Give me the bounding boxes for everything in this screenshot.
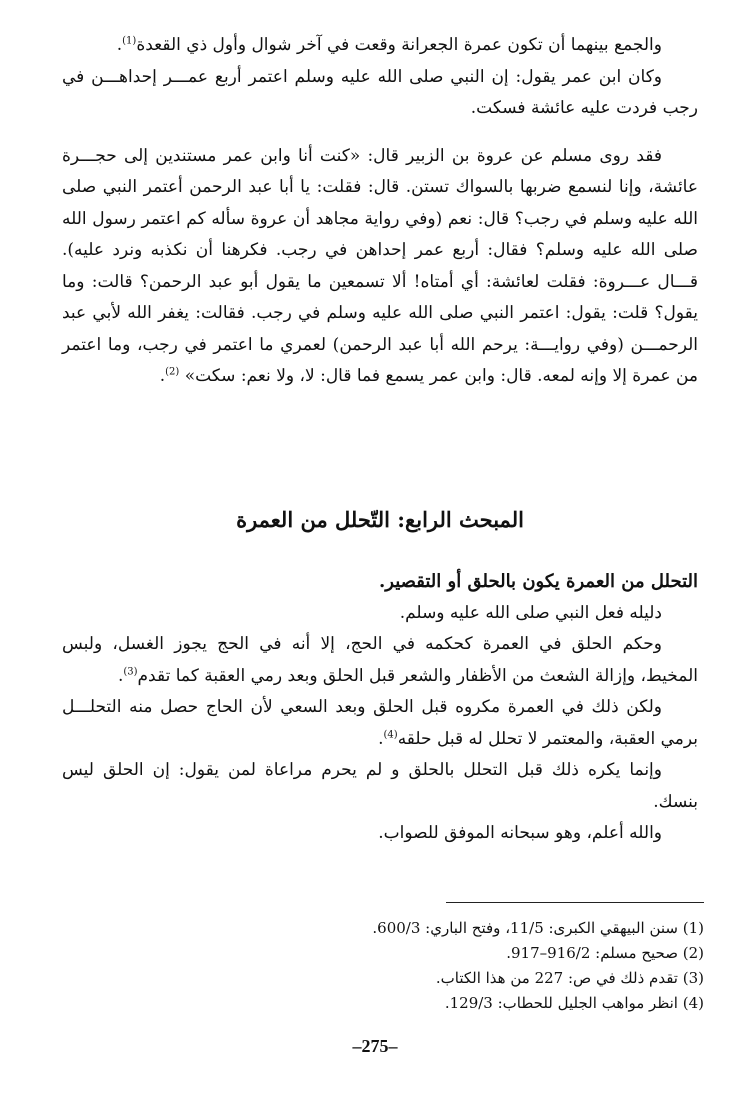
footnote-divider xyxy=(446,902,704,903)
footnote-ref-3[interactable]: (3) xyxy=(123,665,138,677)
section-subheading: التحلل من العمرة يكون بالحلق أو التقصير. xyxy=(379,571,698,592)
paragraph-ibn-umar: وكان ابن عمر يقول: إن النبي صلى الله عليه وسلم اعتمر أربع عمـــر إحداهـــن في رجب فردت عليه عائشة فسكت. xyxy=(62,66,698,118)
paragraph-ruling xyxy=(62,629,698,692)
punctuation: . xyxy=(117,665,124,686)
footnote-ref-2[interactable]: (2) xyxy=(165,366,180,378)
paragraph-text: ولكن ذلك في العمرة مكروه قبل الحلق وبعد السعي لأن الحاج حصل منه التحلـــل برمي العقبة، والمعتمر لا تحلل له قبل حلقه xyxy=(62,697,698,749)
footnote-ref-4[interactable]: (4) xyxy=(383,728,398,740)
paragraph-reason: وإنما يكره ذلك قبل التحلل بالحلق و لم يحرم مراعاة لمن يقول: إن الحلق ليس بنسك. xyxy=(62,760,698,812)
opening-text-block xyxy=(62,30,698,393)
paragraph-closing: والله أعلم، وهو سبحانه الموفق للصواب. xyxy=(378,823,662,843)
footnote-item: (2) صحيح مسلم: 916/2–917. xyxy=(506,944,704,962)
footnote-item: (4) انظر مواهب الجليل للحطاب: 129/3. xyxy=(444,994,704,1012)
footnote-item: (3) تقدم ذلك في ص: 227 من هذا الكتاب. xyxy=(435,969,704,987)
paragraph-reconciliation xyxy=(62,30,698,62)
section-heading: المبحث الرابع: التّحلل من العمرة xyxy=(236,507,524,532)
footnotes xyxy=(62,916,704,1016)
paragraph-muslim-narration xyxy=(62,141,698,393)
punctuation: . xyxy=(116,35,123,55)
paragraph-disliked xyxy=(62,692,698,755)
paragraph-text: والجمع بينهما أن تكون عمرة الجعرانة وقعت في آخر شوال وأول ذي القعدة xyxy=(136,35,662,55)
punctuation: . xyxy=(378,728,384,749)
section-text-block xyxy=(62,566,698,850)
punctuation: . xyxy=(159,366,166,386)
paragraph-evidence: دليله فعل النبي صلى الله عليه وسلم. xyxy=(399,602,662,623)
page-number: –275– xyxy=(352,1036,398,1056)
paragraph-text: فقد روى مسلم عن عروة بن الزبير قال: «كنت أنا وابن عمر مستندين إلى حجـــرة عائشة، وإنا لنسمع ضربها بالسواك تستن. قال: فقلت: يا أبا عبد الرحمن أعتمر النبي صلى الله عليه وسلم في رجب؟ قال: نعم (وفي رواية مجاهد أن عروة سأله كم اعتمر رسول الله صلى الله عليه وسلم؟ فقال: أربع عمر إحداهن في رجب. فكرهنا أن نكذبه ونرد عليه). قـــال عـــروة: فقلت لعائشة: أي أمتاه! ألا تسمعين ما يقول أبو عبد الرحمن؟ قالت: وما يقول؟ قلت: يقول: اعتمر النبي صلى الله عليه وسلم في رجب. فقالت: يغفر الله لأبي عبد الرحمـــن (وفي روايـــة: يرحم الله أبا عبد الرحمن) لعمري ما اعتمر في رجب، وما اعتمر من عمرة إلا وإنه لمعه. قال: وابن عمر يسمع فما قال: لا، ولا نعم: سكت» xyxy=(62,145,698,386)
footnote-item: (1) سنن البيهقي الكبرى: 11/5، وفتح الباري: 600/3. xyxy=(372,919,704,937)
paragraph-text: وحكم الحلق في العمرة كحكمه في الحج، إلا أنه في الحج يجوز الغسل، ولبس المخيط، وإزالة الشعث من الأظفار والشعر قبل الحلق وبعد رمي العقبة كما تقدم xyxy=(62,634,698,686)
footnote-ref-1[interactable]: (1) xyxy=(122,35,137,47)
